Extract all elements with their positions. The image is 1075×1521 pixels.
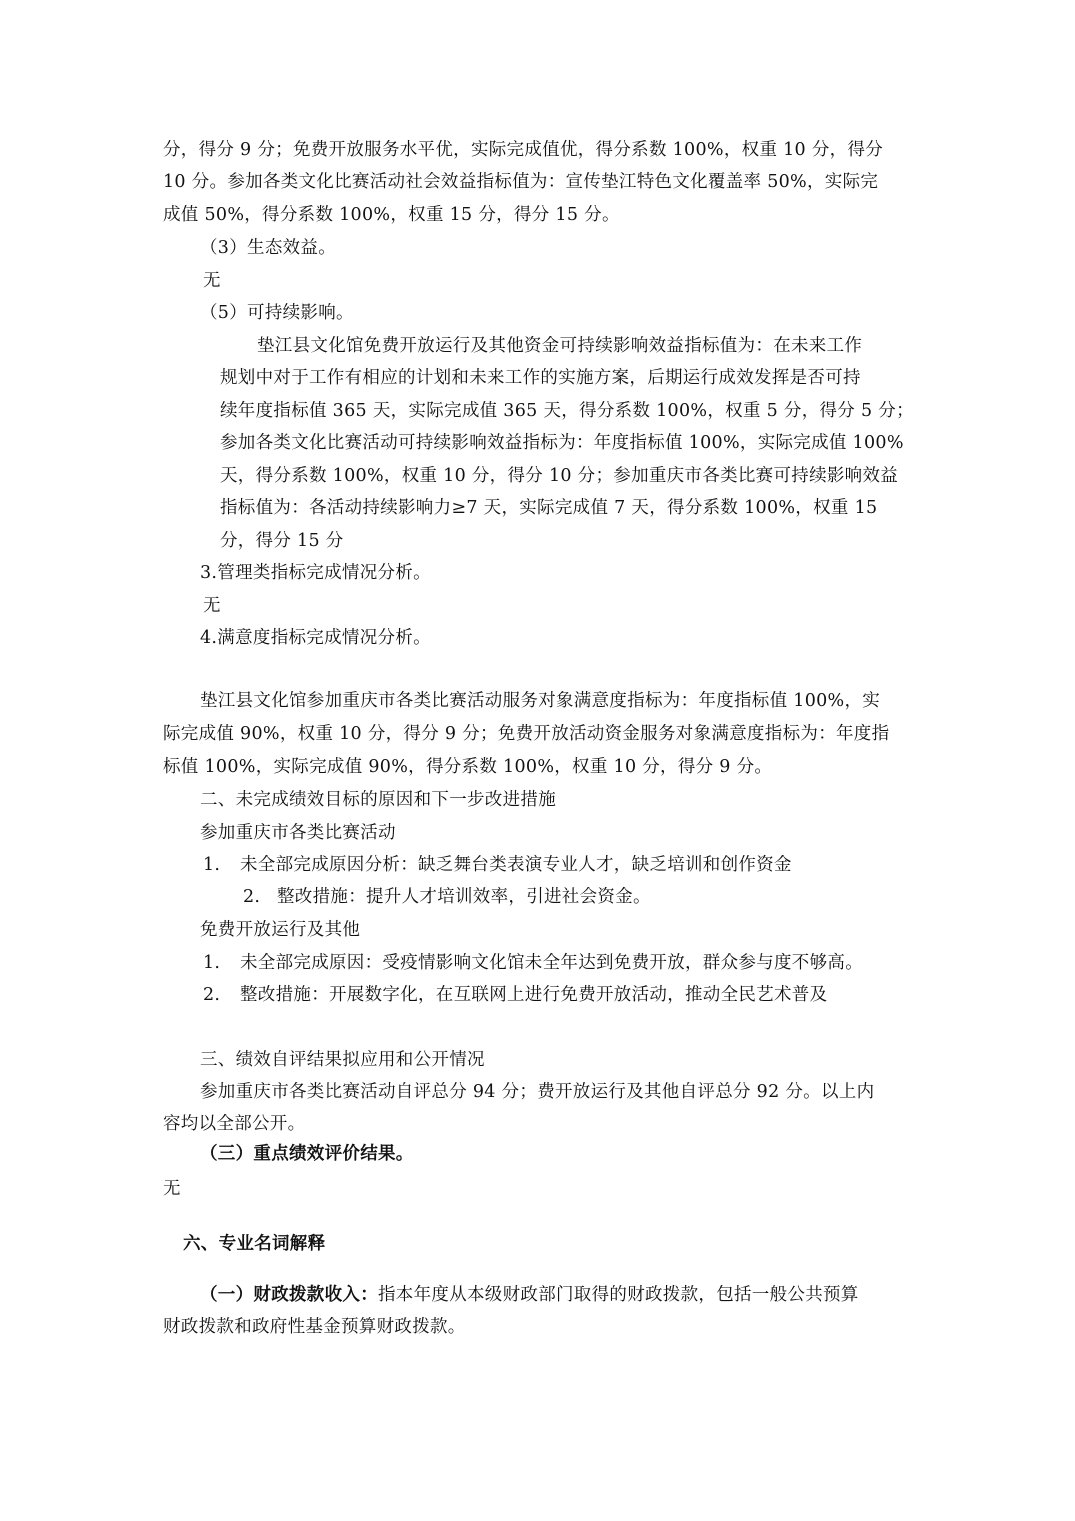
project-a-item-2-text: 整改措施：提升人才培训效率，引进社会资金。: [277, 887, 651, 907]
project-b-item-1-num: 1.: [203, 953, 221, 973]
satisfaction-line-3: 标值 100%，实际完成值 90%，得分系数 100%，权重 10 分，得分 9 分。: [163, 757, 773, 777]
social-benefit-line-2: 10 分。参加各类文化比赛活动社会效益指标值为：宣传垫江特色文化覆盖率 50%，实际完: [163, 172, 879, 192]
sustain-line-3: 续年度指标值 365 天，实际完成值 365 天，得分系数 100%，权重 5 分，得分 5 分；: [220, 401, 914, 421]
satisfaction-line-2: 际完成值 90%，权重 10 分，得分 9 分；免费开放活动资金服务对象满意度指标为：年度指: [163, 724, 890, 744]
project-a-title: 参加重庆市各类比赛活动: [200, 823, 396, 843]
sustain-line-7: 分，得分 15 分: [220, 531, 344, 551]
social-benefit-line-3: 成值 50%，得分系数 100%，权重 15 分，得分 15 分。: [163, 205, 620, 225]
project-b-item-2-num: 2.: [203, 985, 221, 1005]
sustain-heading: （5）可持续影响。: [200, 303, 354, 323]
section-two-heading: 二、未完成绩效目标的原因和下一步改进措施: [200, 790, 556, 810]
sustain-line-5: 天，得分系数 100%，权重 10 分，得分 10 分；参加重庆市各类比赛可持续影响效益: [220, 466, 899, 486]
term-1-line-2: 财政拨款和政府性基金预算财政拨款。: [163, 1317, 466, 1337]
self-eval-line-2: 容均以全部公开。: [163, 1114, 306, 1134]
project-a-item-2-num: 2.: [243, 887, 261, 907]
satisfaction-line-1: 垫江县文化馆参加重庆市各类比赛活动服务对象满意度指标为：年度指标值 100%，实: [200, 691, 881, 711]
self-eval-line-1: 参加重庆市各类比赛活动自评总分 94 分；费开放运行及其他自评总分 92 分。以上内: [200, 1082, 875, 1102]
section-six-heading: 六、专业名词解释: [183, 1234, 326, 1254]
term-1-definition: 指本年度从本级财政部门取得的财政拨款，包括一般公共预算: [378, 1285, 859, 1305]
term-1-label: （一）财政拨款收入：: [200, 1285, 378, 1305]
eco-benefit-value: 无: [203, 271, 221, 291]
project-a-item-1-text: 未全部完成原因分析：缺乏舞台类表演专业人才，缺乏培训和创作资金: [240, 855, 792, 875]
project-b-title: 免费开放运行及其他: [200, 920, 361, 940]
sustain-line-1: 垫江县文化馆免费开放运行及其他资金可持续影响效益指标值为：在未来工作: [257, 336, 863, 356]
social-benefit-line-1: 分，得分 9 分；免费开放服务水平优，实际完成值优，得分系数 100%，权重 10 分，得分: [163, 140, 884, 160]
project-b-item-1-text: 未全部完成原因：受疫情影响文化馆未全年达到免费开放，群众参与度不够高。: [240, 953, 863, 973]
mgmt-value: 无: [203, 596, 221, 616]
sustain-line-4: 参加各类文化比赛活动可持续影响效益指标为：年度指标值 100%，实际完成值 100%: [220, 433, 904, 453]
key-eval-value: 无: [163, 1179, 181, 1199]
term-1-line-1: [200, 1284, 859, 1306]
section-three-heading: 三、绩效自评结果拟应用和公开情况: [200, 1050, 485, 1070]
key-eval-heading: （三）重点绩效评价结果。: [200, 1144, 414, 1164]
sustain-line-6: 指标值为：各活动持续影响力≥7 天，实际完成值 7 天，得分系数 100%，权重 15: [220, 498, 878, 518]
project-b-item-2-text: 整改措施：开展数字化，在互联网上进行免费开放活动，推动全民艺术普及: [240, 985, 828, 1005]
project-a-item-1-num: 1.: [203, 855, 221, 875]
satisfaction-heading: 4.满意度指标完成情况分析。: [200, 628, 431, 648]
sustain-line-2: 规划中对于工作有相应的计划和未来工作的实施方案，后期运行成效发挥是否可持: [220, 368, 861, 388]
mgmt-heading: 3.管理类指标完成情况分析。: [200, 563, 431, 583]
eco-benefit-heading: （3）生态效益。: [200, 238, 337, 258]
